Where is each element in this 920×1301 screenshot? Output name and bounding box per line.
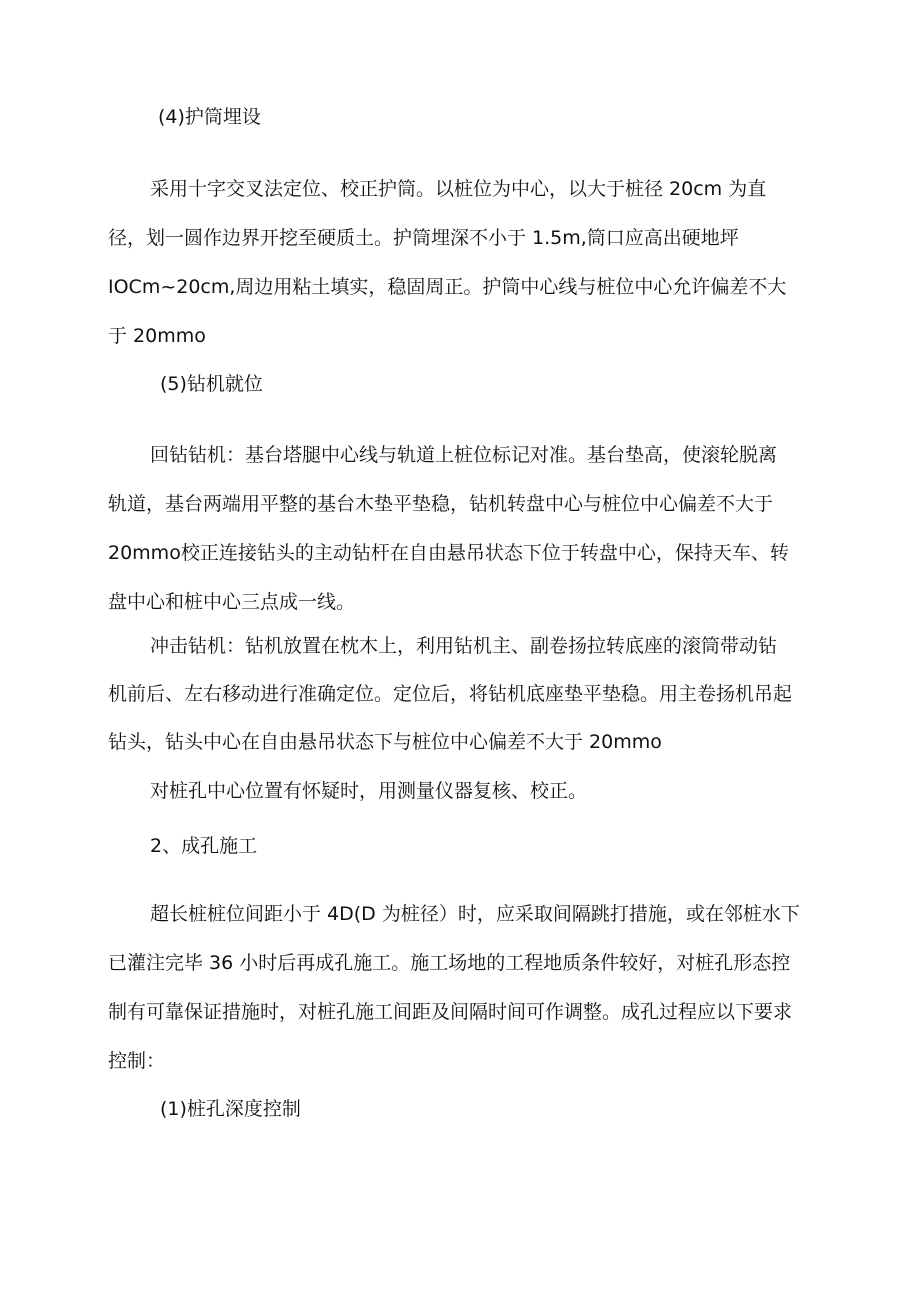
text-line: 机前后、左右移动进行准确定位。定位后，将钻机底座垫平垫稳。用主卷扬机吊起	[108, 683, 793, 705]
text-line: IOCm~20cm,周边用粘土填实，稳固周正。护筒中心线与桩位中心允许偏差不大	[108, 276, 787, 298]
text-line: 控制：	[108, 1050, 166, 1072]
section-heading-4: (4)护筒埋设	[158, 106, 261, 128]
text-line: 回钻钻机：基台塔腿中心线与轨道上桩位标记对准。基台垫高，使滚轮脱离	[150, 444, 778, 466]
text-line: 钻头，钻头中心在自由悬吊状态下与桩位中心偏差不大于 20mmo	[108, 731, 662, 753]
section-heading-5: (5)钻机就位	[160, 373, 263, 395]
section-heading-2: 2、成孔施工	[150, 835, 258, 857]
text-line: 径，划一圆作边界开挖至硬质土。护筒埋深不小于 1.5m,筒口应高出硬地坪	[108, 227, 739, 249]
text-line: 轨道，基台两端用平整的基台木垫平垫稳，钻机转盘中心与桩位中心偏差不大于	[108, 493, 774, 515]
text-line: 制有可靠保证措施时，对桩孔施工间距及间隔时间可作调整。成孔过程应以下要求	[108, 1001, 793, 1023]
text-line: 于 20mmo	[108, 325, 206, 347]
paragraph-casing	[108, 177, 808, 373]
text-line: 已灌注完毕 36 小时后再成孔施工。施工场地的工程地质条件较好，对桩孔形态控	[108, 952, 791, 974]
paragraph-hole-forming	[108, 902, 808, 1098]
text-line: 盘中心和桩中心三点成一线。	[108, 591, 356, 613]
text-line: 20mmo校正连接钻头的主动钻杆在自由悬吊状态下位于转盘中心，保持天车、转	[108, 542, 789, 564]
subsection-heading-1: (1)桩孔深度控制	[160, 1098, 301, 1120]
paragraph-impact-rig	[108, 634, 808, 778]
paragraph-rotary-rig	[108, 443, 808, 639]
text-line: 采用十字交叉法定位、校正护筒。以桩位为中心，以大于桩径 20cm 为直	[150, 178, 767, 200]
text-line: 冲击钻机：钻机放置在枕木上，利用钻机主、副卷扬拉转底座的滚筒带动钻	[150, 635, 778, 657]
paragraph-verify: 对桩孔中心位置有怀疑时，用测量仪器复核、校正。	[150, 780, 588, 802]
text-line: 超长桩桩位间距小于 4D(D 为桩径）时，应采取间隔跳打措施，或在邻桩水下	[150, 903, 800, 925]
